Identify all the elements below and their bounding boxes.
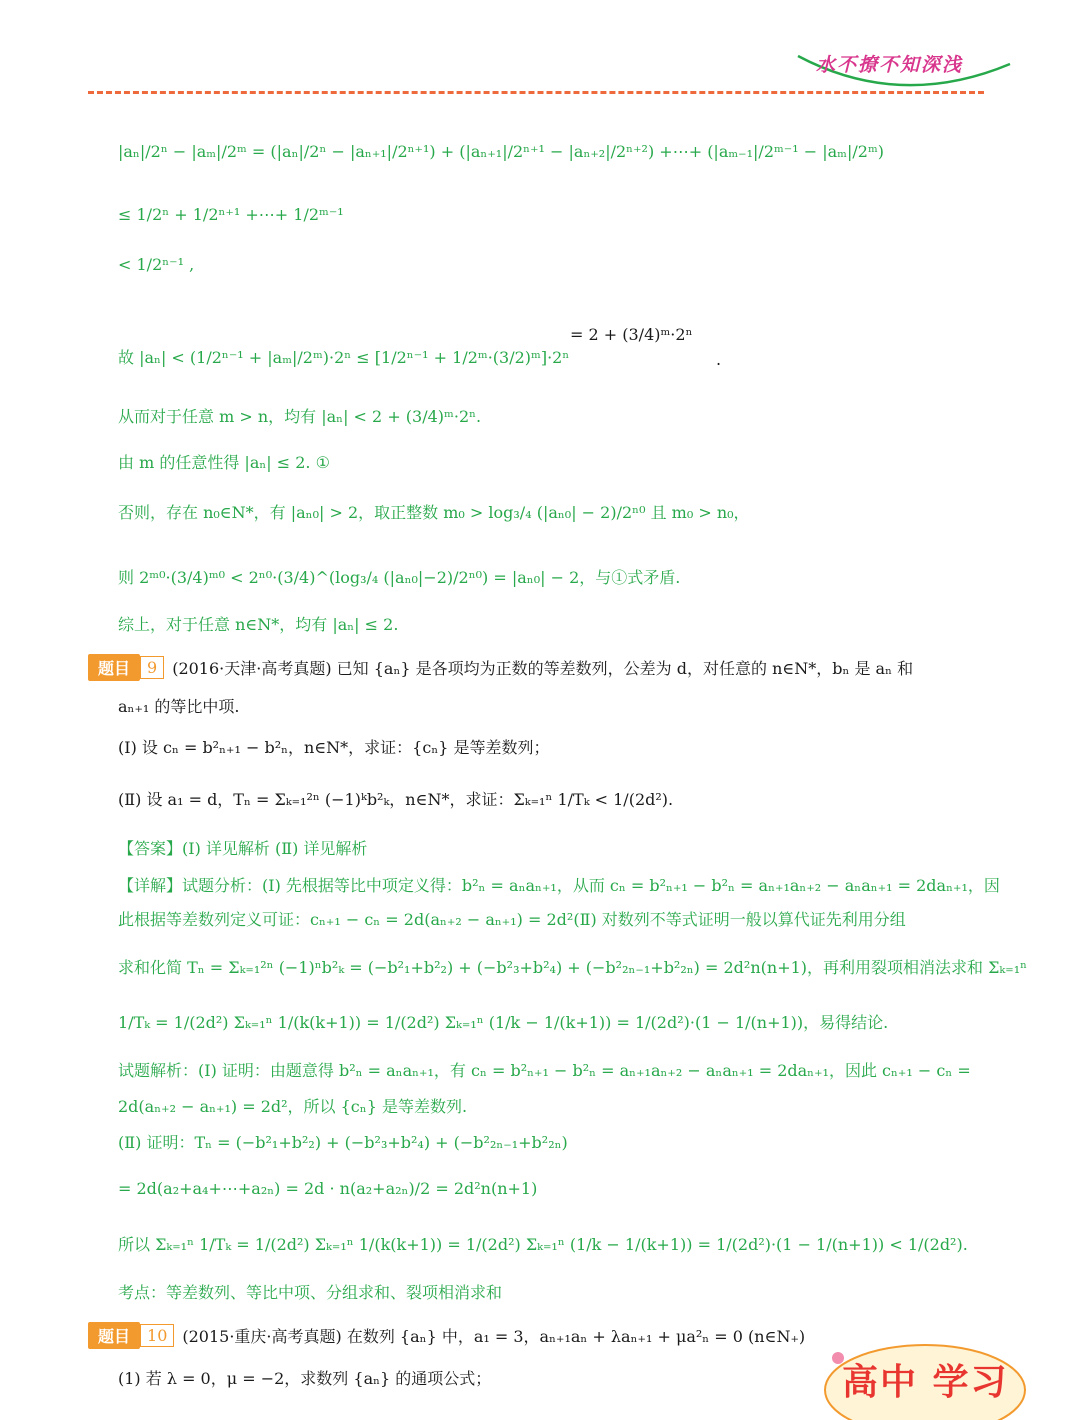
solution-topics: 考点：等差数列、等比中项、分组求和、裂项相消求和 bbox=[118, 1283, 503, 1302]
problem-9-part-1: (Ⅰ) 设 cₙ = b²ₙ₊₁ − b²ₙ，n∈N*，求证：{cₙ} 是等差数列； bbox=[118, 738, 550, 757]
solution-line-3: 求和化简 Tₙ = Σₖ₌₁²ⁿ (−1)ⁿb²ₖ = (−b²₁+b²₂) + (−b²₃+b²₄) + (−b²₂ₙ₋₁+b²₂ₙ) = 2d²n(n+1)，再利用裂项相消法求和 Σₖ₌₁ⁿ bbox=[118, 958, 1028, 977]
problem-number: 10 bbox=[140, 1324, 174, 1347]
problem-10-header bbox=[88, 1322, 805, 1348]
problem-label: 题目 bbox=[88, 654, 140, 681]
solution-line-1: 【详解】试题分析：(Ⅰ) 先根据等比中项定义得：b²ₙ = aₙaₙ₊₁，从而 cₙ = b²ₙ₊₁ − b²ₙ = aₙ₊₁aₙ₊₂ − aₙaₙ₊₁ = 2daₙ₊₁，因 bbox=[118, 876, 1000, 895]
brand-text: 水不撩不知深浅 bbox=[816, 54, 964, 76]
proof-line-9: 综上，对于任意 n∈N*，均有 |aₙ| ≤ 2. bbox=[118, 615, 399, 634]
proof-line-8: 则 2ᵐ⁰·(3/4)ᵐ⁰ < 2ⁿ⁰·(3/4)^(log₃/₄ (|aₙ₀|−2)/2ⁿ⁰) = |aₙ₀| − 2，与①式矛盾. bbox=[118, 568, 681, 587]
problem-label: 题目 bbox=[88, 1322, 140, 1349]
header-brand bbox=[790, 40, 1020, 90]
proof-line-4: 故 |aₙ| < (1/2ⁿ⁻¹ + |aₘ|/2ᵐ)·2ⁿ ≤ [1/2ⁿ⁻¹ + 1/2ᵐ·(3/2)ᵐ]·2ⁿ bbox=[118, 348, 570, 367]
proof-line-1: |aₙ|/2ⁿ − |aₘ|/2ᵐ = (|aₙ|/2ⁿ − |aₙ₊₁|/2ⁿ⁺¹) + (|aₙ₊₁|/2ⁿ⁺¹ − |aₙ₊₂|/2ⁿ⁺²) +⋯+ (|aₘ₋₁|/2ᵐ⁻¹ − |aₘ|/2ᵐ) bbox=[118, 142, 884, 161]
solution-line-7: (Ⅱ) 证明：Tₙ = (−b²₁+b²₂) + (−b²₃+b²₄) + (−b²₂ₙ₋₁+b²₂ₙ) bbox=[118, 1133, 568, 1152]
problem-9-part-2: (Ⅱ) 设 a₁ = d，Tₙ = Σₖ₌₁²ⁿ (−1)ᵏb²ₖ，n∈N*，求证：Σₖ₌₁ⁿ 1/Tₖ < 1/(2d²). bbox=[118, 790, 674, 809]
solution-line-2: 此根据等差数列定义可证：cₙ₊₁ − cₙ = 2d(aₙ₊₂ − aₙ₊₁) = 2d²(Ⅱ) 对数列不等式证明一般以算代证先利用分组 bbox=[118, 910, 906, 929]
proof-line-6: 由 m 的任意性得 |aₙ| ≤ 2. ① bbox=[118, 453, 330, 472]
problem-number: 9 bbox=[140, 656, 164, 679]
solution-line-5: 试题解析：(I) 证明：由题意得 b²ₙ = aₙaₙ₊₁，有 cₙ = b²ₙ₊₁ − b²ₙ = aₙ₊₁aₙ₊₂ − aₙaₙ₊₁ = 2daₙ₊₁，因此 cₙ₊₁ − cₙ = bbox=[118, 1061, 971, 1080]
proof-line-7: 否则，存在 n₀∈N*，有 |aₙ₀| > 2，取正整数 m₀ > log₃/₄ (|aₙ₀| − 2)/2ⁿ⁰ 且 m₀ > n₀， bbox=[118, 503, 750, 522]
solution-line-8: = 2d(a₂+a₄+⋯+a₂ₙ) = 2d · n(a₂+a₂ₙ)/2 = 2d²n(n+1) bbox=[118, 1179, 538, 1198]
answer-line: 【答案】(Ⅰ) 详见解析 (Ⅱ) 详见解析 bbox=[118, 839, 368, 858]
problem-10-stem: (2015·重庆·高考真题) 在数列 {aₙ} 中，a₁ = 3，aₙ₊₁aₙ + λaₙ₊₁ + μa²ₙ = 0 (n∈N₊) bbox=[182, 1326, 806, 1346]
problem-9-header bbox=[88, 654, 913, 680]
problem-9-stem-cont: aₙ₊₁ 的等比中项. bbox=[118, 697, 240, 716]
proof-line-3: < 1/2ⁿ⁻¹ , bbox=[118, 255, 195, 274]
problem-9-stem: (2016·天津·高考真题) 已知 {aₙ} 是各项均为正数的等差数列，公差为 d，对任意的 n∈N*，bₙ 是 aₙ 和 bbox=[172, 658, 914, 678]
proof-line-2: ≤ 1/2ⁿ + 1/2ⁿ⁺¹ +⋯+ 1/2ᵐ⁻¹ bbox=[118, 205, 344, 224]
proof-line-5: 从而对于任意 m > n，均有 |aₙ| < 2 + (3/4)ᵐ·2ⁿ. bbox=[118, 407, 482, 426]
solution-line-4: 1/Tₖ = 1/(2d²) Σₖ₌₁ⁿ 1/(k(k+1)) = 1/(2d²) Σₖ₌₁ⁿ (1/k − 1/(k+1)) = 1/(2d²)·(1 − 1/(n+1))，易得结论. bbox=[118, 1013, 889, 1032]
footer-badge bbox=[820, 1340, 1030, 1420]
badge-text: 高中 学习 bbox=[842, 1362, 1009, 1403]
solution-line-9: 所以 Σₖ₌₁ⁿ 1/Tₖ = 1/(2d²) Σₖ₌₁ⁿ 1/(k(k+1)) = 1/(2d²) Σₖ₌₁ⁿ (1/k − 1/(k+1)) = 1/(2d²)·(1 − 1/(n+1)) < 1/(2d²). bbox=[118, 1235, 968, 1254]
proof-inset-formula: = 2 + (3/4)ᵐ·2ⁿ bbox=[570, 325, 693, 344]
solution-line-6: 2d(aₙ₊₂ − aₙ₊₁) = 2d²，所以 {cₙ} 是等差数列. bbox=[118, 1097, 468, 1116]
header-divider bbox=[88, 91, 984, 94]
proof-period: . bbox=[716, 350, 722, 369]
problem-10-part-1: (1) 若 λ = 0，μ = −2，求数列 {aₙ} 的通项公式； bbox=[118, 1369, 492, 1388]
